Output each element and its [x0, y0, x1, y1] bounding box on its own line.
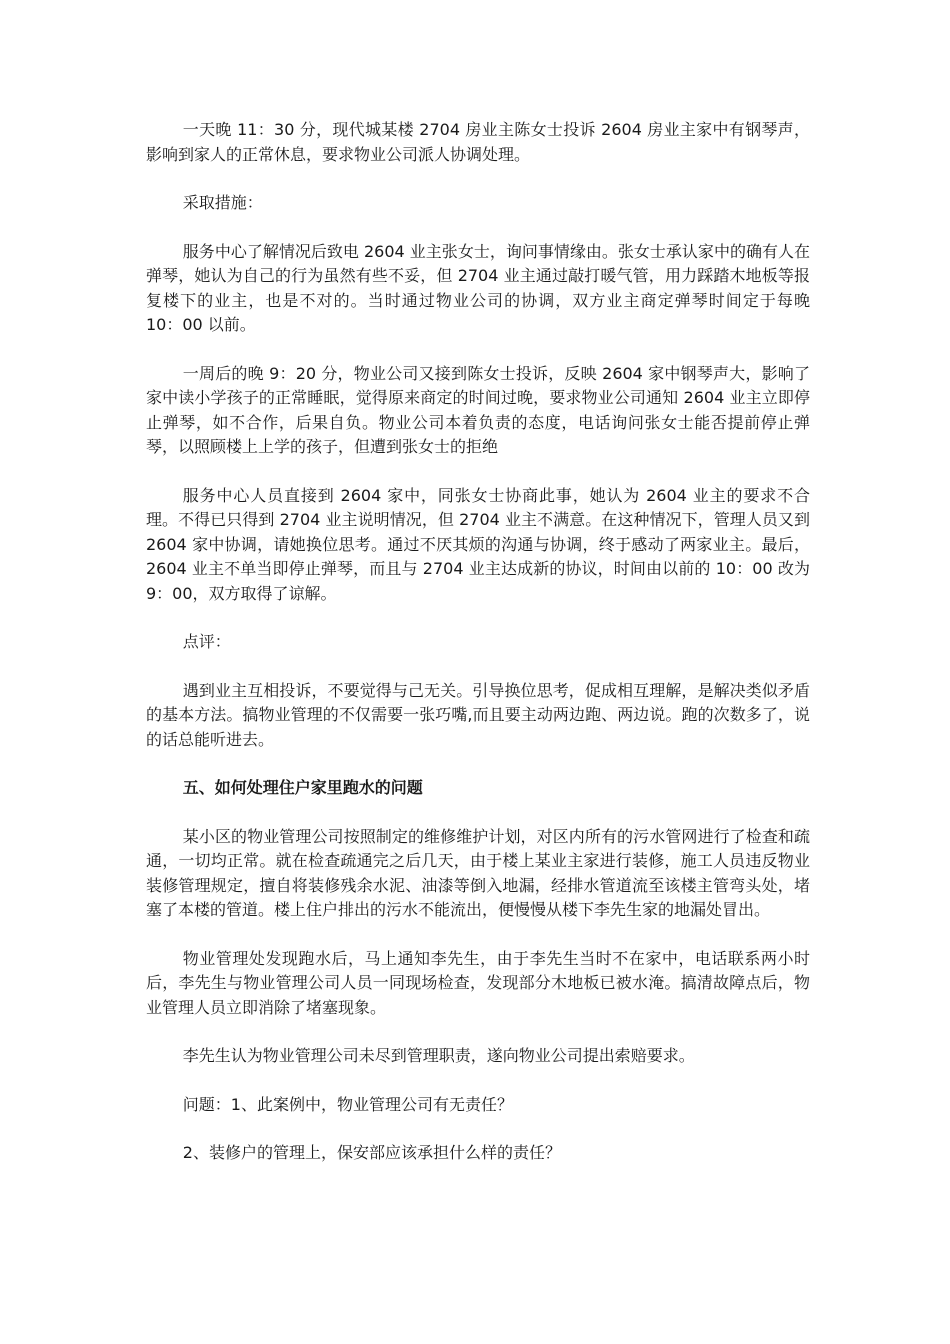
paragraph-second-complaint: 一周后的晚 9：20 分，物业公司又接到陈女士投诉，反映 2604 家中钢琴声大，影响了家中读小学孩子的正常睡眠，觉得原来商定的时间过晚，要求物业公司通知 2604 业主立即停止弹琴，如不合作，后果自负。物业公司本着负责的态度，电话询问张女士能否提前停止弹琴，以照顾楼上上学的孩子，但遭到张女士的拒绝 [146, 363, 810, 456]
paragraph-leak-background: 某小区的物业管理公司按照制定的维修维护计划，对区内所有的污水管网进行了检查和疏通，一切均正常。就在检查疏通完之后几天，由于楼上某业主家进行装修，施工人员违反物业装修管理规定，擅自将装修残余水泥、油漆等倒入地漏，经排水管道流至该楼主管弯头处，堵塞了本楼的管道。楼上住户排出的污水不能流出，便慢慢从楼下李先生家的地漏处冒出。 [146, 826, 810, 919]
paragraph-leak-response: 物业管理处发现跑水后，马上通知李先生，由于李先生当时不在家中，电话联系两小时后，李先生与物业管理公司人员一同现场检查，发现部分木地板已被水淹。搞清故障点后，物业管理人员立即消除了堵塞现象。 [146, 948, 810, 1017]
paragraph-question-2: 2、装修户的管理上，保安部应该承担什么样的责任？ [182, 1143, 561, 1162]
section-heading-water-leak: 五、如何处理住户家里跑水的问题 [182, 778, 423, 797]
paragraph-complaint-intro: 一天晚 11：30 分，现代城某楼 2704 房业主陈女士投诉 2604 房业主家中有钢琴声，影响到家人的正常休息，要求物业公司派人协调处理。 [146, 120, 810, 164]
paragraph-claim: 李先生认为物业管理公司未尽到管理职责，遂向物业公司提出索赔要求。 [182, 1046, 695, 1065]
paragraph-measures-label: 采取措施： [182, 193, 263, 212]
paragraph-mediation: 服务中心人员直接到 2604 家中，同张女士协商此事，她认为 2604 业主的要求不合理。不得已只得到 2704 业主说明情况，但 2704 业主不满意。在这种情况下，管理人员又到 2604 家中协调，请她换位思考。通过不厌其烦的沟通与协调，终于感动了两家业主。最后，2604 业主不单当即停止弹琴，而且与 2704 业主达成新的协议，时间由以前的 10：00 改为 9：00，双方取得了谅解。 [146, 485, 810, 603]
document-body [146, 118, 810, 1190]
paragraph-question-1: 问题：1、此案例中，物业管理公司有无责任？ [182, 1094, 513, 1114]
paragraph-service-center-call: 服务中心了解情况后致电 2604 业主张女士，询问事情缘由。张女士承认家中的确有人在弹琴，她认为自己的行为虽然有些不妥，但 2704 业主通过敲打暖气管，用力踩踏木地板等报复楼下的业主，也是不对的。当时通过物业公司的协调，双方业主商定弹琴时间定于每晚 10：00 以前。 [146, 241, 810, 334]
paragraph-comment-body: 遇到业主互相投诉，不要觉得与己无关。引导换位思考，促成相互理解，是解决类似矛盾的基本方法。搞物业管理的不仅需要一张巧嘴,而且要主动两边跑、两边说。跑的次数多了，说的话总能听进去。 [146, 680, 810, 749]
paragraph-comment-label: 点评： [182, 632, 231, 651]
